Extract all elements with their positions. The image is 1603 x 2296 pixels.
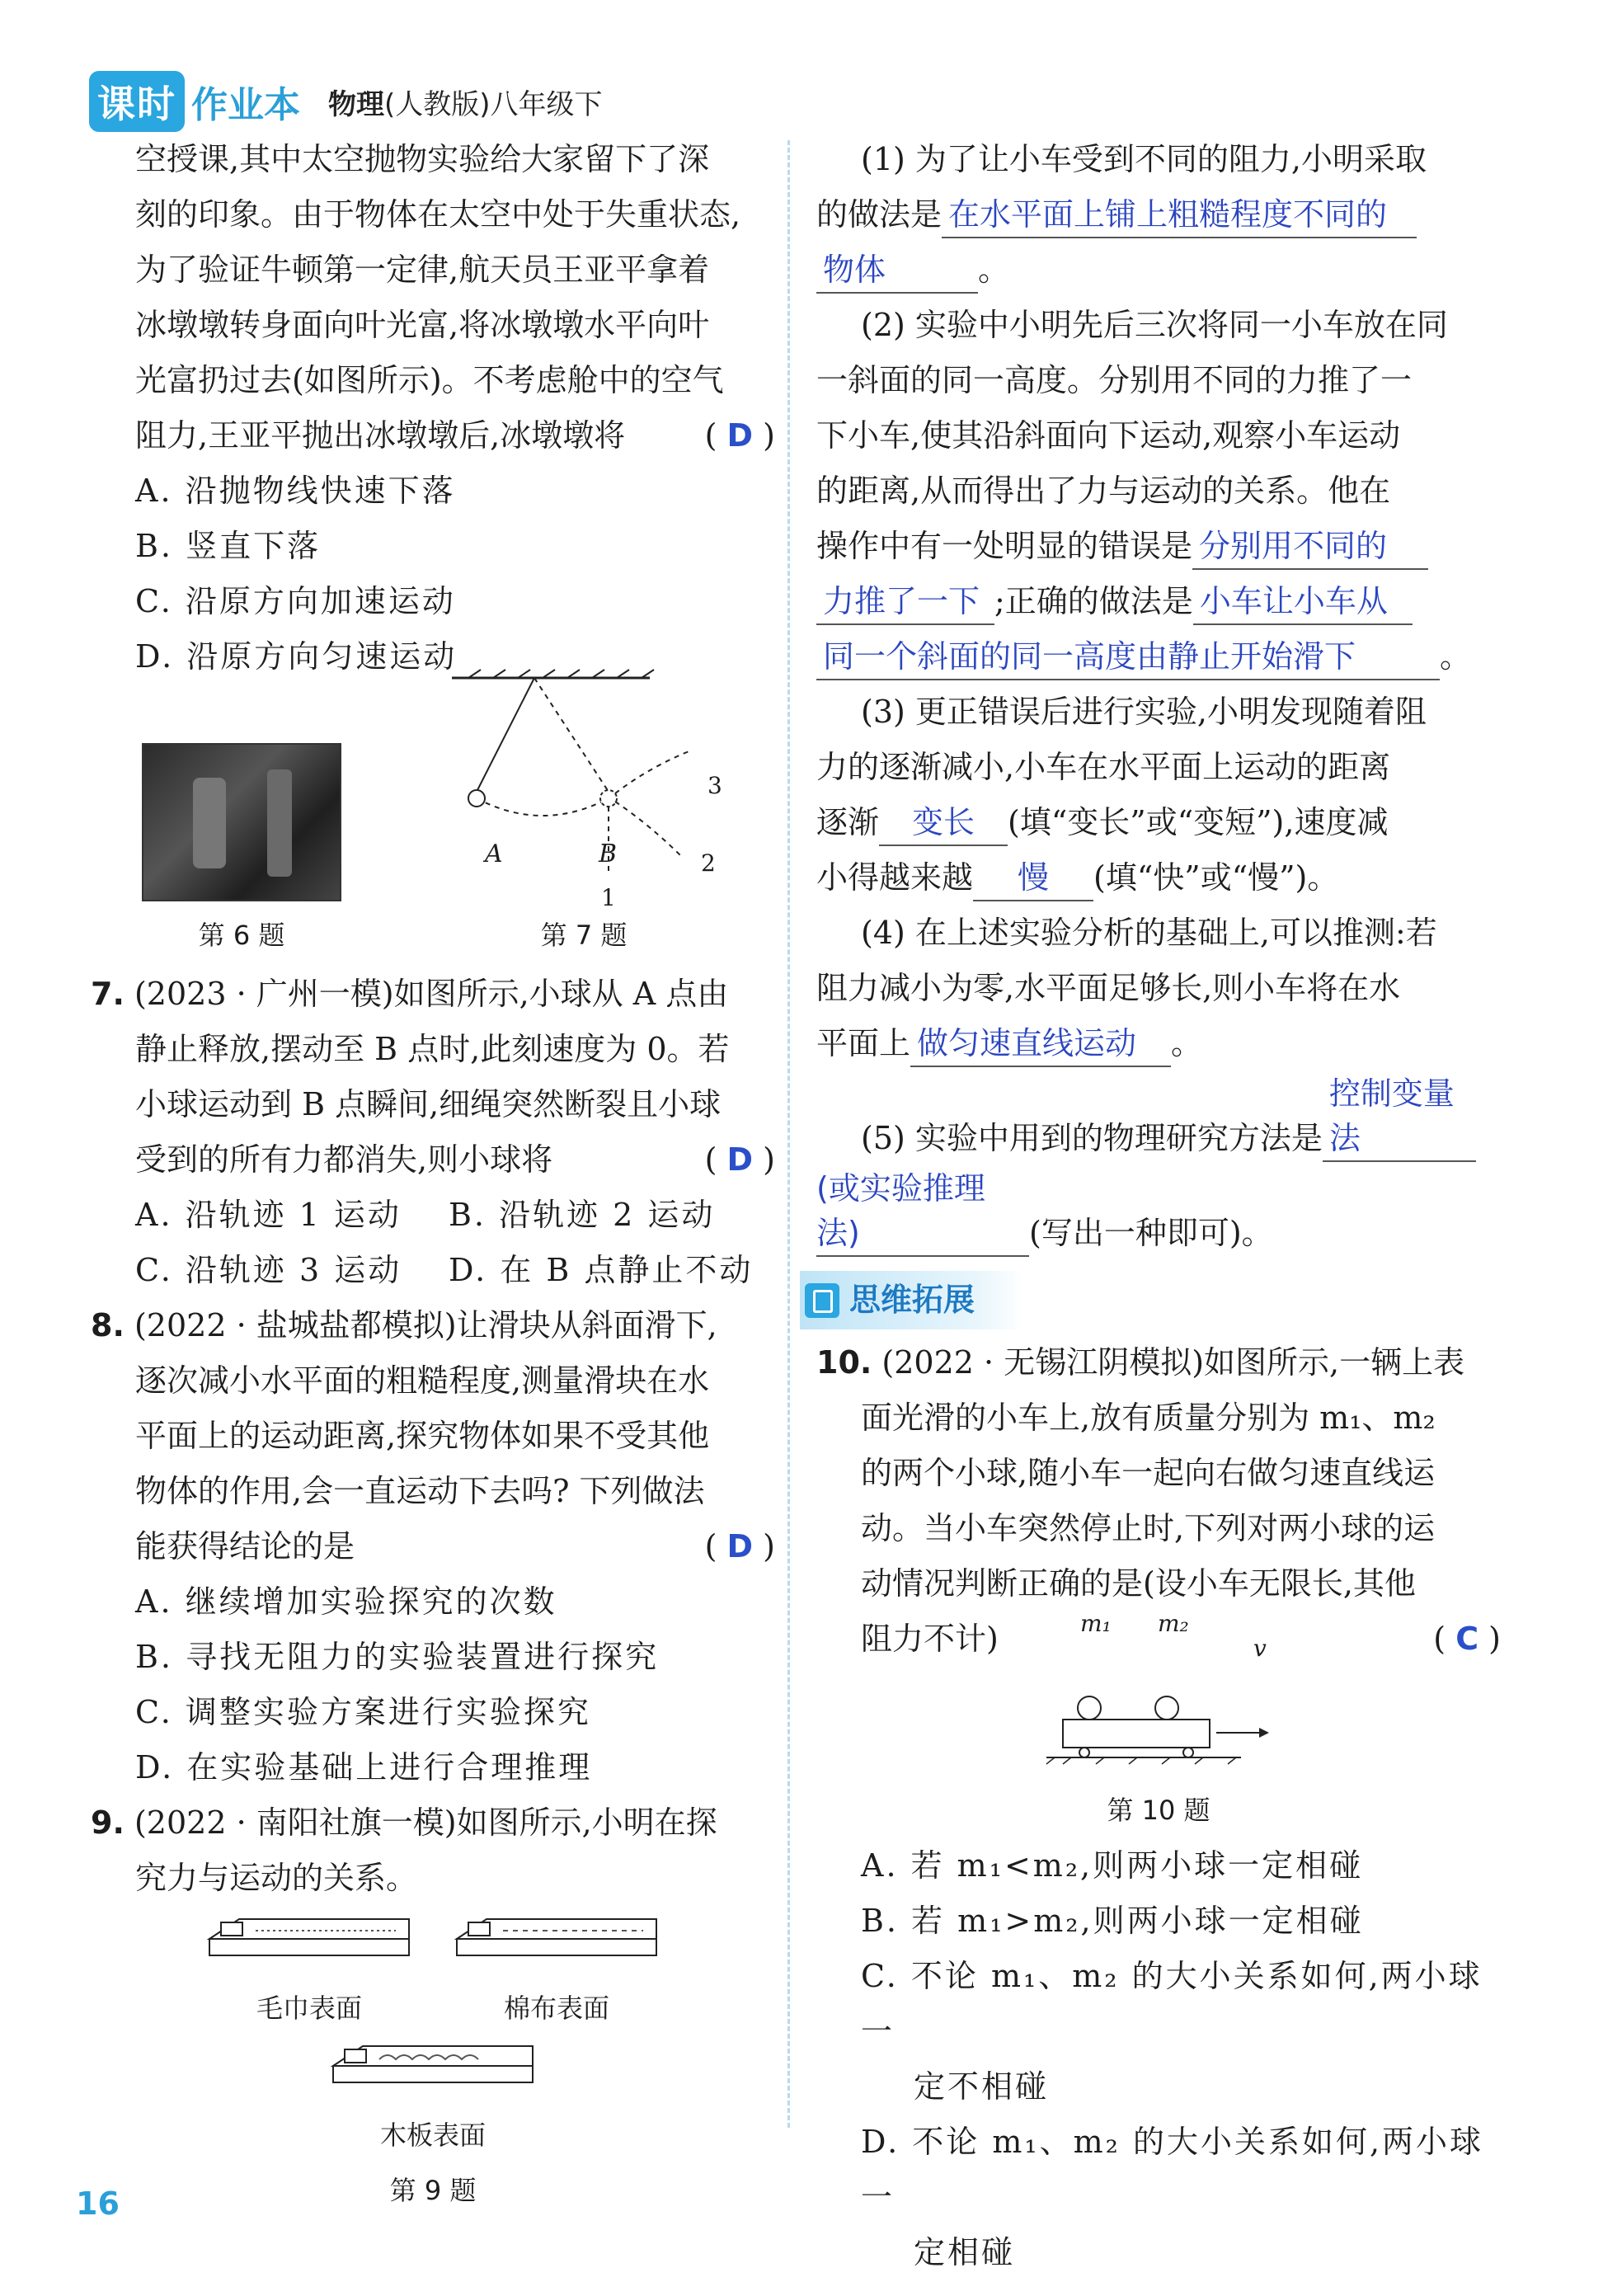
answer-blank: 慢 [973,855,1093,901]
q9-number: 9. [91,1804,125,1841]
space-photo [142,743,341,901]
part-2-line [816,574,1501,629]
left-column [91,132,775,2218]
option: D. 不论 m₁、m₂ 的大小关系如何,两小球一 [861,2123,1484,2215]
q10-number: 10. [816,1343,872,1381]
brand-text: 作业本 [191,84,300,126]
q8-number: 8. [91,1307,125,1343]
q6-line: 为了验证牛顿第一定律,航天员王亚平拿着 [135,252,710,288]
part-1-line [816,187,1501,242]
answer-blank: 分别用不同的 [1192,524,1428,570]
figure-7 [444,668,724,963]
header [89,73,603,130]
part-2-line: 下小车,使其沿斜面向下运动,观察小车运动 [816,417,1401,454]
fig10-label-m2: m₂ [1158,1610,1189,1637]
answer-blank: 变长 [879,800,1008,846]
q6-line: 冰墩墩转身面向叶光富,将冰墩墩水平向叶 [135,307,710,343]
fig10-label-m1: m₁ [1080,1610,1112,1637]
option: A. 沿抛物线快速下落 [135,473,456,509]
option: D. 沿原方向匀速运动 [135,638,458,675]
q10-line: 的两个小球,随小车一起向右做匀速直线运 [861,1454,1436,1491]
answer-paren: ( D ) [704,1141,775,1178]
fig9-caption: 第 9 题 [389,2175,477,2206]
part-1-line: (1) 为了让小车受到不同的阻力,小明采取 [861,141,1427,177]
answer-paren: ( D ) [704,417,775,454]
q10-line [816,1335,1501,1390]
brand-logo [89,71,300,132]
part-2-text: ;正确的做法是 [994,583,1193,619]
right-column [816,132,1501,2280]
q7-answer: D [726,1141,754,1178]
part-5-line [816,1166,1501,1261]
part-4-text: 平面上 [816,1025,911,1061]
question-6 [91,132,775,685]
option: A. 沿轨迹 1 运动 [135,1197,402,1233]
q10-answer: C [1455,1620,1479,1657]
q6-answer: D [726,417,754,454]
notebook-icon [805,1283,839,1318]
answer-blank: 小车让小车从 [1193,579,1413,625]
section-thinking-extension [800,1271,1024,1329]
part-3-line [816,850,1501,906]
q7-line [91,1132,775,1188]
option: C. 沿轨迹 3 运动 [135,1252,402,1288]
q9-line-text: (2022 · 南阳社旗一模)如图所示,小明在探 [134,1804,717,1841]
q8-line [91,1298,775,1353]
question-8 [91,1298,775,1795]
fig9-top-row [91,1914,775,2036]
part-1-text: 的做法是 [816,196,943,233]
part-5-text: (写出一种即可)。 [1029,1215,1273,1251]
brand-box: 课时 [89,71,185,132]
column-divider [787,140,790,2128]
answer-blank: 力推了一下 [816,579,994,625]
q6-line: 光富扔过去(如图所示)。不考虑舱中的空气 [135,362,724,398]
part-3-line: (3) 更正错误后进行实验,小明发现随着阻 [861,694,1427,730]
part-3-line: 力的逐渐减小,小车在水平面上运动的距离 [816,749,1391,785]
option: B. 寻找无阻力的实验装置进行探究 [135,1639,660,1675]
part-2-line: (2) 实验中小明先后三次将同一小车放在同 [861,307,1448,343]
cart-diagram [1043,1675,1274,1766]
q7-line: 静止释放,摆动至 B 点时,此刻速度为 0。若 [135,1031,730,1067]
part-3-text: (填“变长”或“变短”),速度减 [1008,804,1389,840]
answer-blank: (或实验推理法) [816,1166,1029,1257]
figure-10 [816,1675,1501,1838]
part-2-text: 操作中有一处明显的错误是 [816,528,1193,564]
q8-line-text: (2022 · 盐城盐都模拟)让滑块从斜面滑下, [134,1307,717,1343]
answer-blank: 做匀速直线运动 [910,1021,1171,1067]
option-row [91,1188,775,1243]
part-3-text: (填“快”或“慢”)。 [1093,859,1339,896]
part-2-line [816,629,1501,685]
option: C. 不论 m₁、m₂ 的大小关系如何,两小球一 [861,1957,1483,2049]
q6-line: 刻的印象。由于物体在太空中处于失重状态, [135,196,741,233]
fig9-label: 毛巾表面 [256,1993,362,2024]
part-3-text: 小得越来越 [816,859,974,896]
option: D. 在实验基础上进行合理推理 [135,1749,593,1786]
section-title: 思维拓展 [849,1282,975,1318]
option: B. 竖直下落 [135,528,322,564]
option-row [91,1243,775,1298]
fig9-label: 木板表面 [379,2120,486,2151]
part-2-line [816,519,1501,574]
q7-line-text: 受到的所有力都消失,则小球将 [135,1141,553,1178]
punct: 。 [978,252,1010,288]
option: D. 在 B 点静止不动 [449,1252,754,1288]
q7-line [91,967,775,1022]
fig9-surface [91,2041,775,2218]
q8-answer: D [726,1528,754,1564]
fig7-label-3: 3 [707,772,722,799]
part-4-line [816,1016,1501,1071]
q7-line: 小球运动到 B 点瞬间,细绳突然断裂且小球 [135,1086,722,1122]
subject: 物理 [328,87,384,121]
towel-surface-diagram [206,1914,412,1964]
option: C. 调整实验方案进行实验探究 [135,1694,591,1730]
edition: (人教版)八年级下 [384,87,603,121]
q6-line-text: 阻力,王亚平抛出冰墩墩后,冰墩墩将 [135,417,626,454]
page-number: 16 [76,2185,120,2222]
option-continuation: 定相碰 [914,2233,1016,2270]
answer-blank: 物体 [816,247,978,294]
fig9-surface [206,1914,412,2036]
figure-6 [142,743,341,963]
answer-blank: 同一个斜面的同一高度由静止开始滑下 [816,634,1440,680]
q10-line: 面光滑的小车上,放有质量分别为 m₁、m₂ [861,1399,1436,1436]
answer-blank: 在水平面上铺上粗糙程度不同的 [942,192,1417,238]
part-2-line: 的距离,从而得出了力与运动的关系。他在 [816,473,1391,509]
option-continuation: 定不相碰 [914,2068,1050,2105]
part-4-line: 阻力减小为零,水平面足够长,则小车将在水 [816,970,1401,1006]
option: B. 沿轨迹 2 运动 [449,1197,716,1233]
punct: 。 [1171,1025,1203,1061]
part-3-text: 逐渐 [816,804,880,840]
fig9-surface [454,1914,660,2036]
q9-line: 究力与运动的关系。 [135,1860,418,1896]
figure-9 [91,1914,775,2218]
fig7-label-b: B [599,840,618,868]
fig10-caption: 第 10 题 [1107,1794,1210,1826]
q6-line: 空授课,其中太空抛物实验给大家留下了深 [135,141,710,177]
fig9-label: 棉布表面 [503,1993,609,2024]
q8-line [91,1519,775,1574]
fig7-label-1: 1 [601,884,616,911]
fig7-caption: 第 7 题 [540,920,628,951]
q10-line: 动情况判断正确的是(设小车无限长,其他 [861,1564,1416,1602]
figures-6-7 [91,691,775,963]
q8-line: 物体的作用,会一直运动下去吗? 下列做法 [135,1473,705,1509]
fig7-label-2: 2 [701,849,716,877]
q10-line: 动。当小车突然停止时,下列对两小球的运 [861,1509,1436,1546]
answer-blank: 控制变量法 [1323,1071,1476,1162]
q8-line-text: 能获得结论的是 [135,1528,355,1564]
fig6-caption: 第 6 题 [198,920,285,951]
q6-line [91,408,775,463]
q9-line [91,1795,775,1851]
answer-paren: ( C ) [1433,1620,1501,1657]
fig7-label-a: A [485,840,503,868]
q7-number: 7. [91,976,125,1012]
q10-line-text: (2022 · 无锡江阴模拟)如图所示,一辆上表 [881,1343,1465,1381]
book-title [328,82,603,122]
part-2-line: 一斜面的同一高度。分别用不同的力推了一 [816,362,1413,398]
question-7 [91,967,775,1298]
answer-paren: ( D ) [704,1528,775,1564]
part-4-line: (4) 在上述实验分析的基础上,可以推测:若 [861,915,1437,951]
wood-surface-diagram [330,2041,536,2091]
q7-line-text: (2023 · 广州一模)如图所示,小球从 A 点由 [134,976,729,1012]
question-9 [91,1795,775,1906]
fig10-label-v: v [1253,1635,1267,1662]
cotton-surface-diagram [454,1914,660,1964]
option: A. 若 m₁<m₂,则两小球一定相碰 [861,1847,1364,1884]
part-1-line [816,242,1501,298]
part-5-text: (5) 实验中用到的物理研究方法是 [861,1120,1323,1156]
part-3-line [816,795,1501,850]
q10-line-text: 阻力不计) [861,1620,999,1657]
option: C. 沿原方向加速运动 [135,583,456,619]
q8-line: 逐次减小水平面的粗糙程度,测量滑块在水 [135,1362,710,1399]
option: A. 继续增加实验探究的次数 [135,1583,557,1620]
option: B. 若 m₁>m₂,则两小球一定相碰 [861,1902,1364,1939]
part-5-line [816,1071,1501,1166]
punct: 。 [1440,638,1472,675]
question-10 [816,1335,1501,2280]
q8-line: 平面上的运动距离,探究物体如果不受其他 [135,1418,710,1454]
